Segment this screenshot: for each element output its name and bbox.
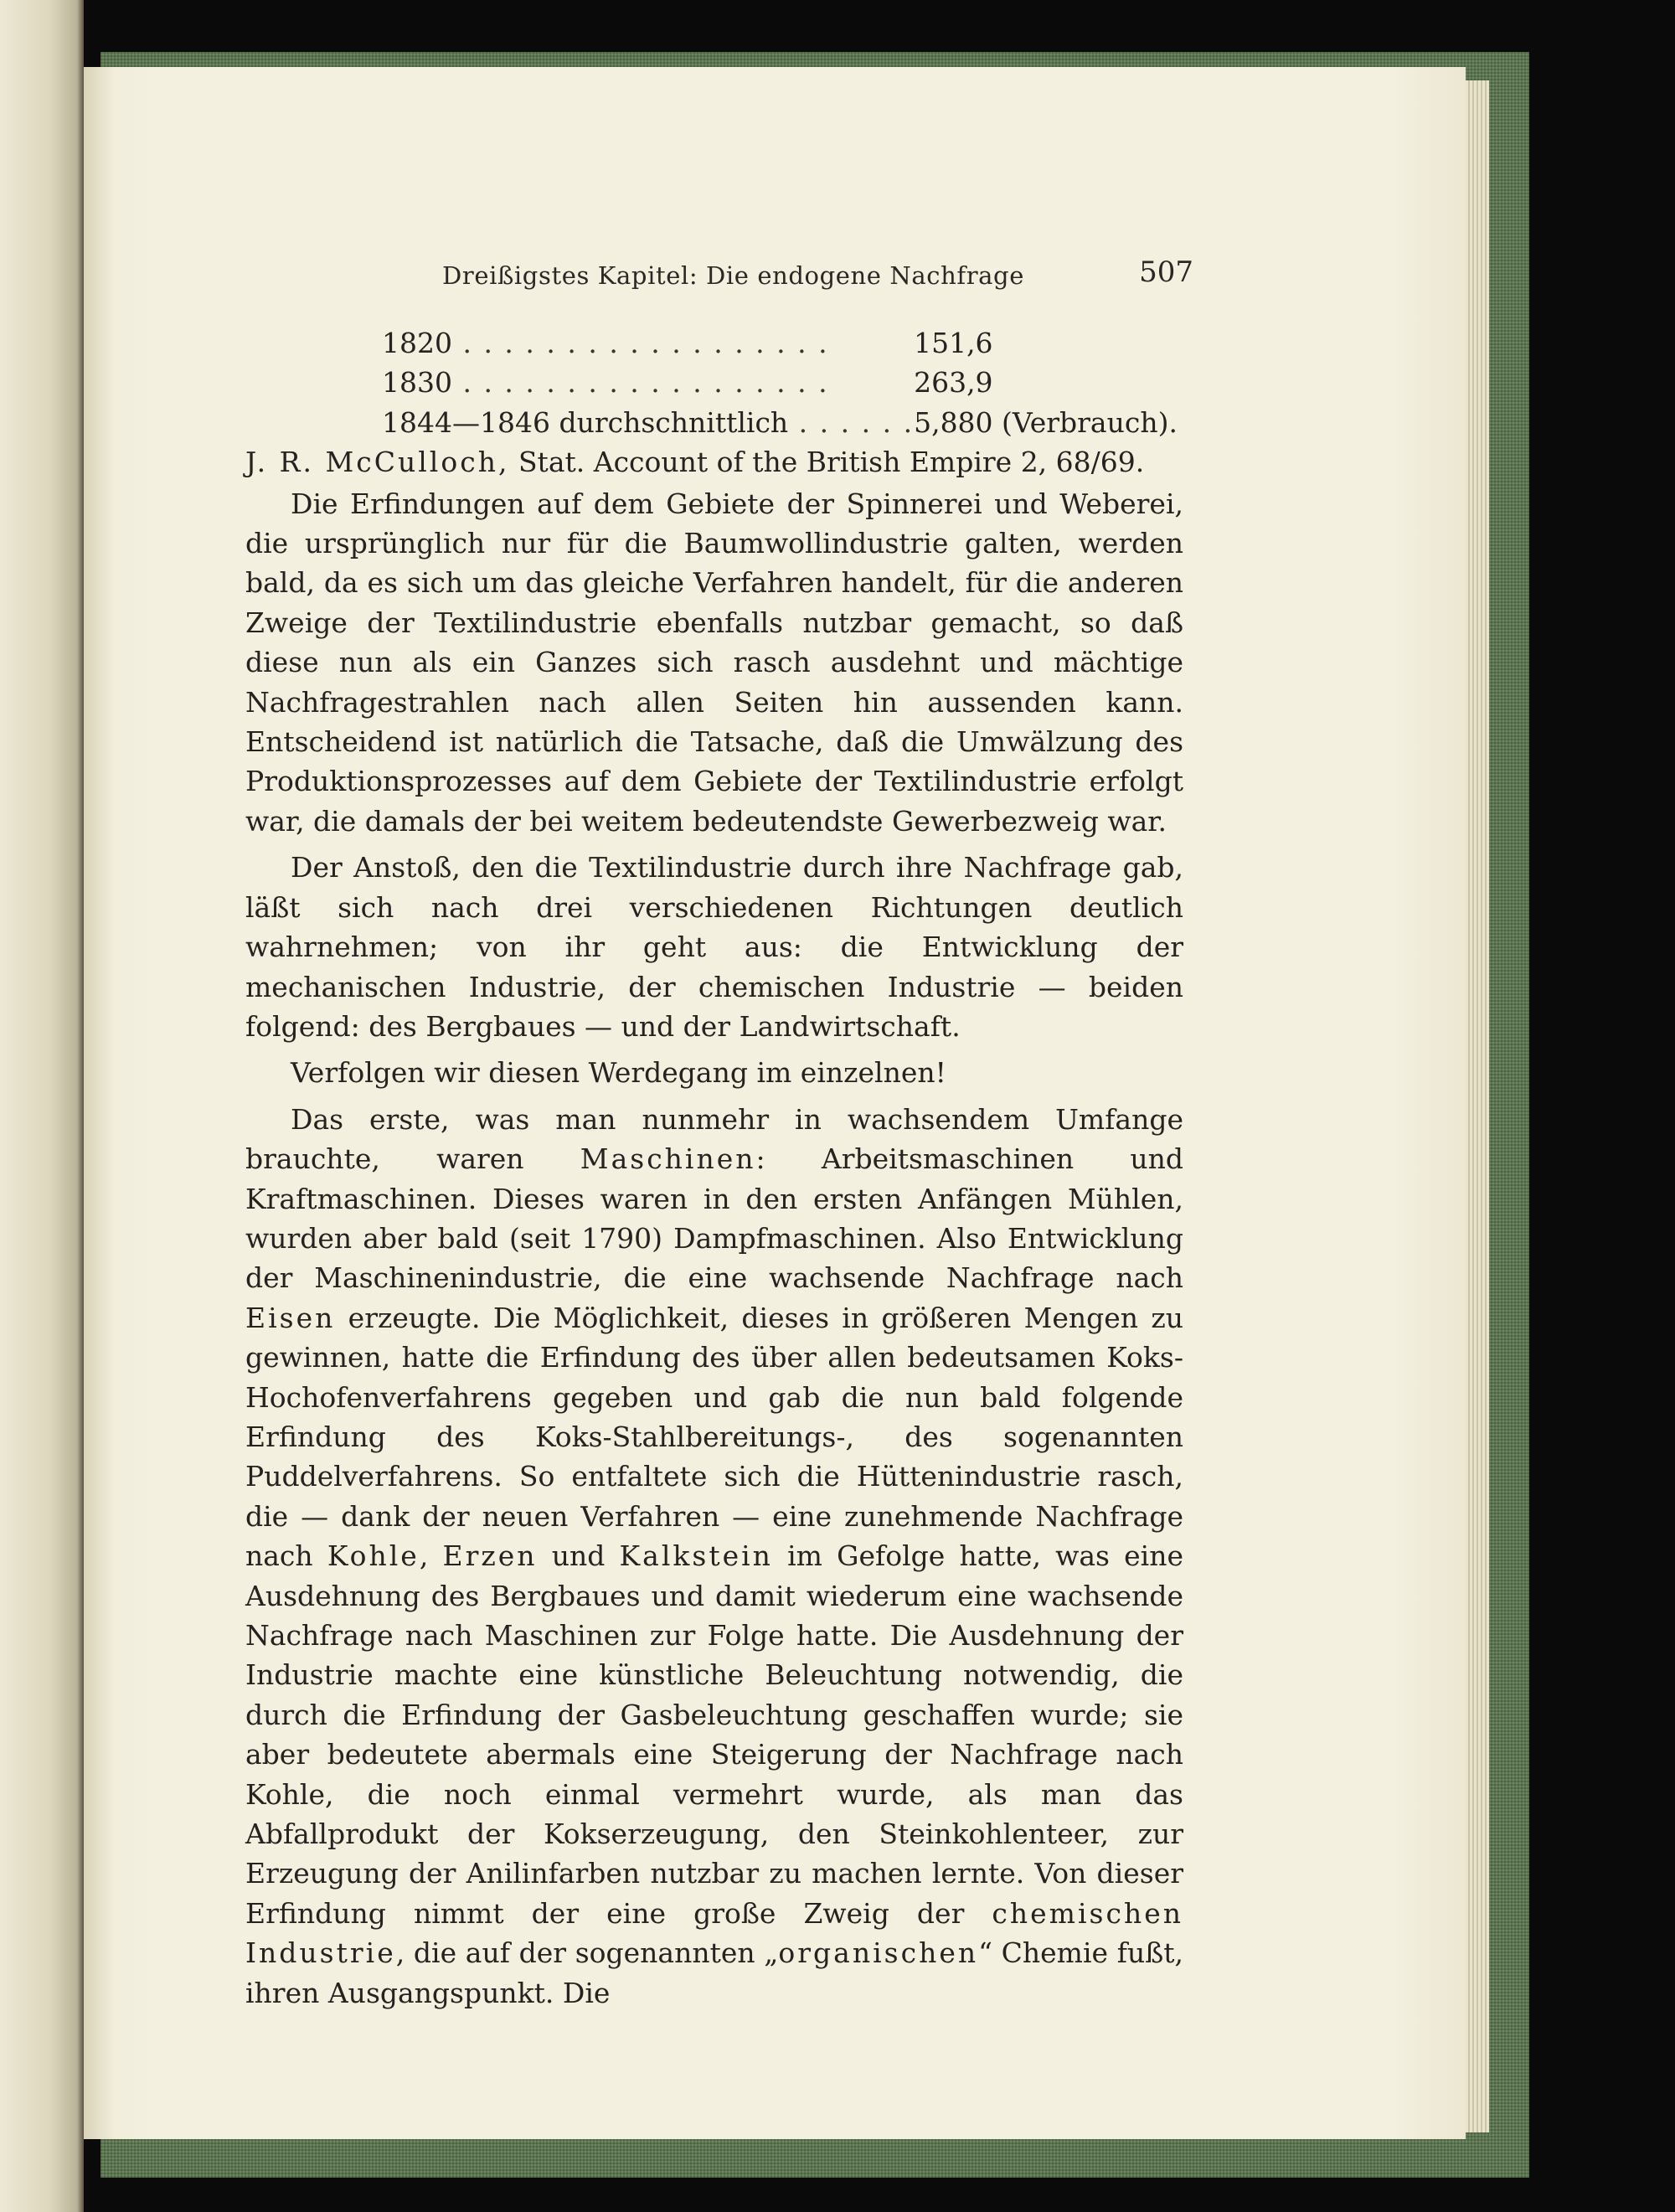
stat-value: 5,880 (Verbrauch). <box>914 405 1178 439</box>
statistics-table <box>382 323 1178 442</box>
text-run: “ Chemie fußt, ihren Ausgangspunkt. Die <box>245 1936 1183 2009</box>
emphasis-erzen: Erzen <box>442 1539 538 1573</box>
stat-value: 263,9 <box>914 366 993 400</box>
running-head <box>245 251 1193 302</box>
text-run: erzeugte. Die Möglichkeit, dieses in größeren Mengen zu gewinnen, hatte die Erfindung des über allen bedeutsamen Koks-Hochofenverfahrens gegeben und gab die nun bald folgende Erfindung des Koks-Stahlbereitungs-, des sogenannten Puddelverfahrens. So entfaltete sich die Hüttenindustrie rasch, die — dank der neuen Verfahren — eine zunehmende Nachfrage nach <box>245 1301 1183 1573</box>
paragraph-4 <box>245 1100 1183 2013</box>
text-run: im Gefolge hatte, was eine Ausdehnung des Bergbaues und damit wiederum eine wachsende Nachfrage nach Maschinen zur Folge hatte. Die Ausdehnung der Industrie machte eine künstliche Beleuchtung notwendig, die durch die Erfindung der Gasbeleuchtung geschaffen wurde; sie aber bedeutete abermals eine Steigerung der Nachfrage nach Kohle, die noch einmal vermehrt wurde, als man das Abfallprodukt der Kokserzeugung, den Steinkohlenteer, zur Erzeugung der Anilinfarben nutzbar zu machen lernte. Von dieser Erfindung nimmt der eine große Zweig der <box>245 1539 1183 1930</box>
paragraph-3: Verfolgen wir diesen Werdegang im einzelnen! <box>291 1056 946 1090</box>
table-row <box>382 363 1178 402</box>
emphasis-kalkstein: Kalkstein <box>619 1539 773 1573</box>
leader-dots: . . . . . . . . . . . . . . . . . . <box>451 327 829 359</box>
text-run: , die auf der sogenannten „ <box>395 1936 779 1970</box>
page-text-block <box>245 251 1193 2013</box>
text-run: : Arbeitsmaschinen und Kraftmaschinen. Dieses waren in den ersten Anfängen Mühlen, wurden aber bald (seit 1790) Dampfmaschinen. Also Entwicklung der Maschinenindustrie, die eine wachsende Nachfrage nach <box>245 1142 1183 1295</box>
paragraph-1: Die Erfindungen auf dem Gebiete der Spinnerei und Weberei, die ursprünglich nur für die Baumwollindustrie galten, werden bald, da es sich um das gleiche Verfahren handelt, für die anderen Zweige der Textilindustrie ebenfalls nutzbar gemacht, so daß diese nun als ein Ganzes sich rasch ausdehnt und mächtige Nachfragestrahlen nach allen Seiten hin aussenden kann. Entscheidend ist natürlich die Tatsache, daß die Umwälzung des Produktionsprozesses auf dem Gebiete der Textilindustrie erfolgt war, die damals der bei weitem bedeutendste Gewerbezweig war. <box>245 487 1183 838</box>
table-row <box>382 403 1178 442</box>
text-run: und <box>537 1539 620 1573</box>
emphasis-kohle: Kohle <box>327 1539 420 1573</box>
stat-period: 1844—1846 durchschnittlich <box>382 405 789 439</box>
leader-dots: . . . . . . <box>788 405 915 439</box>
stat-period: 1820 <box>382 327 452 359</box>
leader-dots: . . . . . . . . . . . . . . . . . . <box>451 366 829 400</box>
emphasis-chemische-industrie: chemischen Industrie <box>245 1896 1183 1970</box>
text-run: , <box>419 1539 443 1573</box>
source-author: J. R. McCulloch, <box>245 446 510 479</box>
table-row <box>382 323 1178 363</box>
paragraph-2: Der Anstoß, den die Textilindustrie durch ihre Nachfrage gab, läßt sich nach drei verschiedenen Richtungen deutlich wahrnehmen; von ihr geht aus: die Entwicklung der mechanischen Industrie, der chemischen Industrie — beiden folgend: des Bergbaues — und der Landwirtschaft. <box>245 851 1183 1043</box>
emphasis-eisen: Eisen <box>245 1301 336 1334</box>
page-number: 507 <box>1139 255 1193 289</box>
stat-period: 1830 <box>382 366 452 400</box>
facing-page-edge <box>0 0 84 2212</box>
emphasis-organischen: organischen <box>778 1936 979 1970</box>
stat-value: 151,6 <box>914 327 993 359</box>
emphasis-maschinen: Maschinen <box>580 1142 756 1176</box>
source-work: Stat. Account of the British Empire 2, 68/69. <box>518 446 1145 479</box>
running-title: Dreißigstes Kapitel: Die endogene Nachfrage <box>442 261 1024 290</box>
source-citation <box>245 442 1183 482</box>
text-run: Das erste, was man nunmehr in wachsendem Umfange brauchte, waren <box>245 1102 1183 1176</box>
